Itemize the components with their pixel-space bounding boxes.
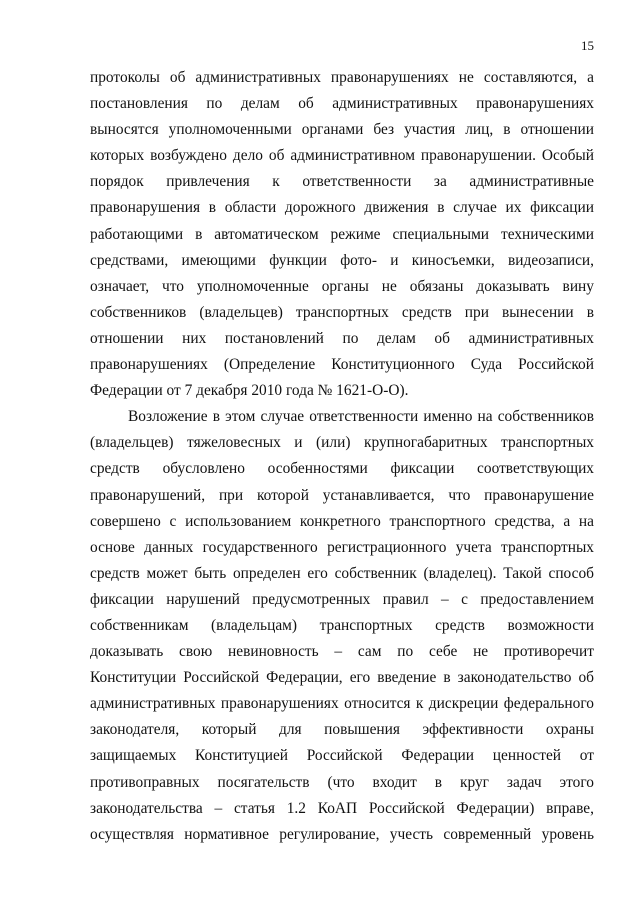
text-line: противоправных посягательств (что входит в круг задач этого [90, 773, 594, 791]
page-number: 15 [581, 38, 594, 53]
text-line: Федерации от 7 декабря 2010 года № 1621-О-О). [90, 382, 409, 400]
text-line: Возложение в этом случае ответственности именно на собственников [128, 408, 594, 426]
text-line: постановления по делам об административных правонарушениях [90, 95, 594, 113]
text-line: правонарушений, при которой устанавливается, что правонарушение [90, 486, 594, 504]
text-line: собственников (владельцев) транспортных средств при вынесении в [90, 303, 594, 321]
text-line: средств обусловлено особенностями фиксации соответствующих [90, 460, 594, 478]
text-line: административных правонарушениях относится к дискреции федерального [90, 695, 594, 713]
text-line: собственникам (владельцам) транспортных средств возможности [90, 616, 594, 634]
text-line: правонарушениях (Определение Конституционного Суда Российской [90, 356, 594, 374]
text-line: средств может быть определен его собственник (владелец). Такой способ [90, 564, 594, 582]
text-line: означает, что уполномоченные органы не обязаны доказывать вину [90, 277, 594, 295]
text-line: протоколы об административных правонарушениях не составляются, а [90, 69, 594, 86]
paragraph-2 [90, 404, 594, 848]
text-line: законодателя, который для повышения эффективности охраны [90, 721, 594, 739]
text-line: правонарушения в области дорожного движения в случае их фиксации [90, 199, 594, 217]
text-line: защищаемых Конституцией Российской Федерации ценностей от [90, 747, 594, 765]
text-line: законодательства – статья 1.2 КоАП Российской Федерации) вправе, [90, 799, 594, 817]
text-line: Конституции Российской Федерации, его введение в законодательство об [90, 669, 594, 687]
text-line: фиксации нарушений предусмотренных правил – с предоставлением [90, 590, 594, 608]
paragraph-1 [90, 65, 594, 404]
text-line: (владельцев) тяжеловесных и (или) крупногабаритных транспортных [90, 434, 594, 452]
text-line: которых возбуждено дело об административном правонарушении. Особый [90, 147, 594, 165]
text-line: средствами, имеющими функции фото- и киносъемки, видеозаписи, [90, 251, 594, 269]
document-body [90, 65, 594, 848]
text-line: осуществляя нормативное регулирование, учесть современный уровень [90, 825, 594, 843]
text-line: работающими в автоматическом режиме специальными техническими [90, 225, 594, 243]
text-line: порядок привлечения к ответственности за административные [90, 173, 594, 191]
text-line: основе данных государственного регистрационного учета транспортных [90, 538, 594, 556]
text-line: совершено с использованием конкретного транспортного средства, а на [90, 512, 594, 530]
text-line: выносятся уполномоченными органами без участия лиц, в отношении [90, 121, 594, 139]
text-line: доказывать свою невиновность – сам по себе не противоречит [90, 643, 594, 661]
text-line: отношении них постановлений по делам об административных [90, 329, 594, 347]
